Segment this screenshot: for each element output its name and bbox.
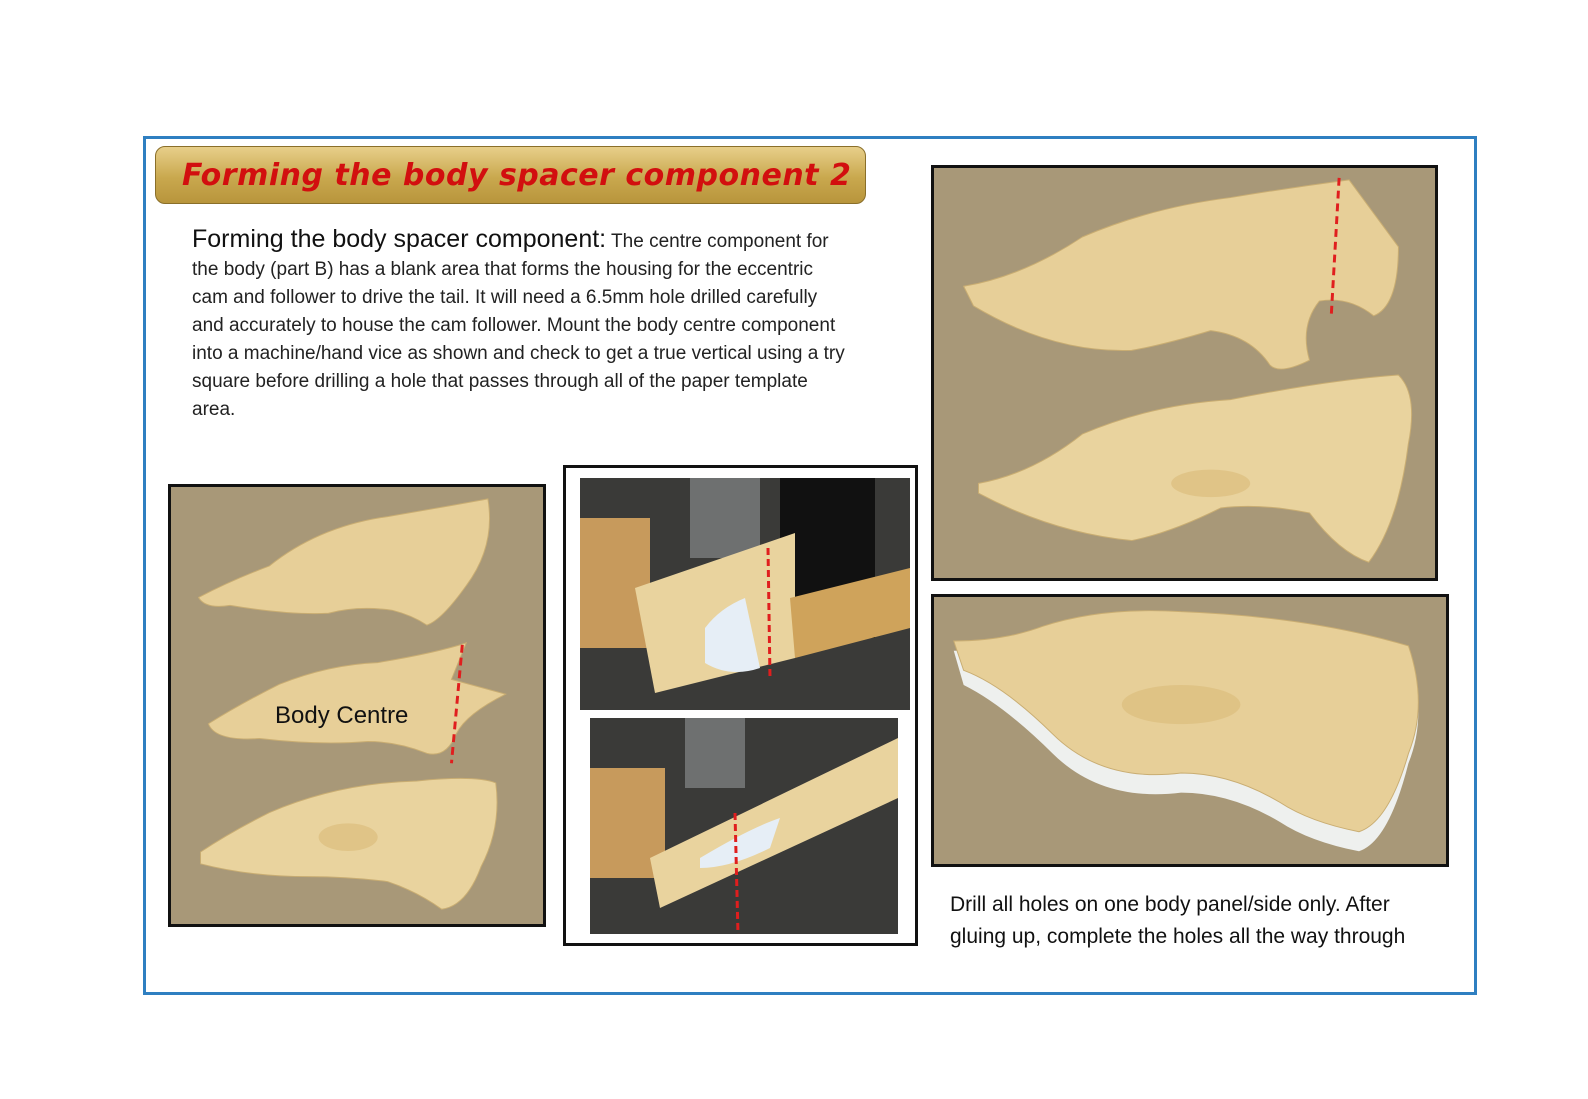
photo-glued-assembly [931, 594, 1449, 867]
photo-cut-pieces [931, 165, 1438, 581]
intro-lead: Forming the body spacer component: [192, 225, 607, 253]
intro-body: The centre component for the body (part B) has a blank area that forms the housing for the eccentric cam and follower to drive the tail. It will need a 6.5mm hole drilled carefully and accurately to house the cam follower. Mount the body centre component into a machine/hand vice as shown and check to get a true vertical using a try square before drilling a hole that passes through all of the paper template area. [192, 231, 845, 420]
intro-paragraph [192, 225, 852, 424]
caption-drill-note: Drill all holes on one body panel/side only. After gluing up, complete the holes all the way through [950, 893, 1406, 948]
page-title: Forming the body spacer component 2 [182, 157, 852, 193]
title-banner [155, 146, 866, 204]
photo-drilling-top [580, 478, 910, 710]
body-centre-label: Body Centre [275, 702, 409, 729]
photo-drilling-bottom [590, 718, 898, 934]
